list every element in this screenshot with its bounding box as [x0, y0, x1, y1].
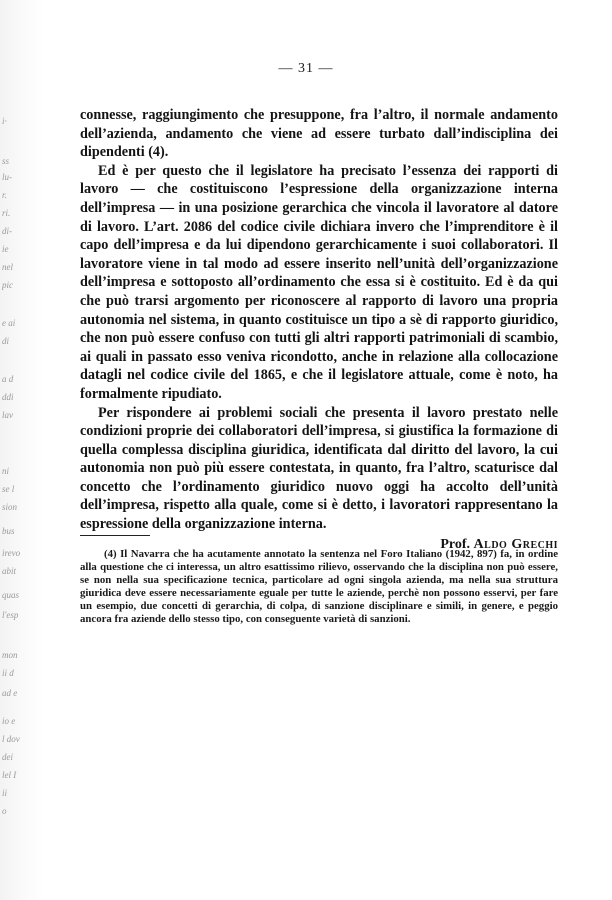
bleed-fragment: nel [2, 262, 13, 272]
bleed-fragment: pic [2, 280, 13, 290]
footnote: (4) Il Navarra che ha acutamente annotato la sentenza nel Foro Italiano (1942, 897) fa, in ordine alla questione che ci interessa, un altro esattissimo rilievo, osservando che la disciplina non può essere, se non nella sua specificazione tecnica, particolare ad ogni singola azienda, ma nella sua struttura giuridica deve essere necessariamente eguale per tutte le aziende, perchè non possono esservi, per fare un esempio, due concetti di gerarchia, di colpa, di sanzione disciplinare e simili, in genere, e peggio ancora fra aziende dello stesso tipo, con conseguente varietà di sanzioni. [80, 548, 558, 625]
bleed-fragment: r. [2, 190, 7, 200]
bleed-fragment: ri. [2, 208, 11, 218]
bleed-fragment: ad e [2, 688, 18, 698]
bleed-fragment: o [2, 806, 7, 816]
author-title: Prof. [440, 536, 471, 552]
bleed-fragment: l dov [2, 734, 20, 744]
bleed-fragment: di- [2, 226, 12, 236]
paragraph: connesse, raggiungimento che presuppone, fra l’altro, il normale andamento dell’azienda, andamento che viene ad essere turbato dall’indisciplina dei dipendenti (4). [80, 107, 558, 161]
adjacent-page-bleed [0, 0, 44, 900]
bleed-fragment: i· [2, 116, 7, 126]
bleed-fragment: bus [2, 526, 15, 536]
bleed-fragment: se l [2, 484, 15, 494]
footnote-rule [80, 535, 150, 536]
bleed-fragment: ddi [2, 392, 14, 402]
bleed-fragment: lu- [2, 172, 12, 182]
bleed-fragment: sion [2, 502, 18, 512]
bleed-fragment: di [2, 336, 10, 346]
bleed-fragment: lav [2, 410, 13, 420]
bleed-fragment: ss [2, 156, 10, 166]
bleed-fragment: e ai [2, 318, 16, 328]
bleed-fragment: ii d [2, 668, 14, 678]
paragraph: Per rispondere ai problemi sociali che presenta il lavoro prestato nelle condizioni proprie dei collaboratori dell’impresa, si giustifica la formazione di quella complessa disciplina giuridica, identificata dal diritto del lavoro, la cui autonomia non può più essere contestata, in quanto, fra l’altro, scaturisce dal concetto che l’ordinamento giuridico nuovo oggi ha accolto dell’unità dell’impresa, rispetto alla quale, come si è detto, i lavoratori rappresentano la espressione della organizzazione interna. [80, 404, 558, 533]
page-number: — 31 — [278, 61, 334, 76]
author-name: Aldo Grechi [473, 536, 558, 552]
bleed-fragment: mon [2, 650, 18, 660]
paragraph: Ed è per questo che il legislatore ha precisato l’essenza dei rapporti di lavoro — che costituiscono l’espressione della organizzazione interna dell’impresa — in una posizione gerarchica che vincola il lavoratore al datore di lavoro. L’art. 2086 del codice civile dichiara invero che l’imprenditore è il capo dell’impresa e da lui dipendono gerarchicamente i suoi collaboratori. Il lavoratore viene in tal modo ad essere inserito nell’unità dell’organizzazione dell’impresa e sottoposto all’ordinamento che essa si è costituito. Ed è da qui che può trarsi argomento per riconoscere al rapporto di lavoro una propria autonomia nel sistema, in quanto costituisce un tipo a sè di rapporto giuridico, che non può essere confuso con tutti gli altri rapporti patrimoniali di scambio, ai quali in passato esso veniva ricondotto, anche in relazione alla collocazione datagli nel codice civile del 1865, e che il legislatore attuale, come è noto, ha formalmente ripudiato. [80, 162, 558, 402]
body-text [80, 106, 558, 554]
bleed-fragment: lel I [2, 770, 17, 780]
bleed-fragment: l'esp [2, 610, 19, 620]
bleed-fragment: ie [2, 244, 9, 254]
bleed-fragment: io e [2, 716, 16, 726]
bleed-fragment: ni [2, 466, 10, 476]
bleed-fragment: abit [2, 566, 17, 576]
bleed-fragment: dei [2, 752, 13, 762]
bleed-fragment: quas [2, 590, 20, 600]
bleed-fragment: irevo [2, 548, 21, 558]
bleed-fragment: a d [2, 374, 14, 384]
bleed-fragment: ii [2, 788, 8, 798]
